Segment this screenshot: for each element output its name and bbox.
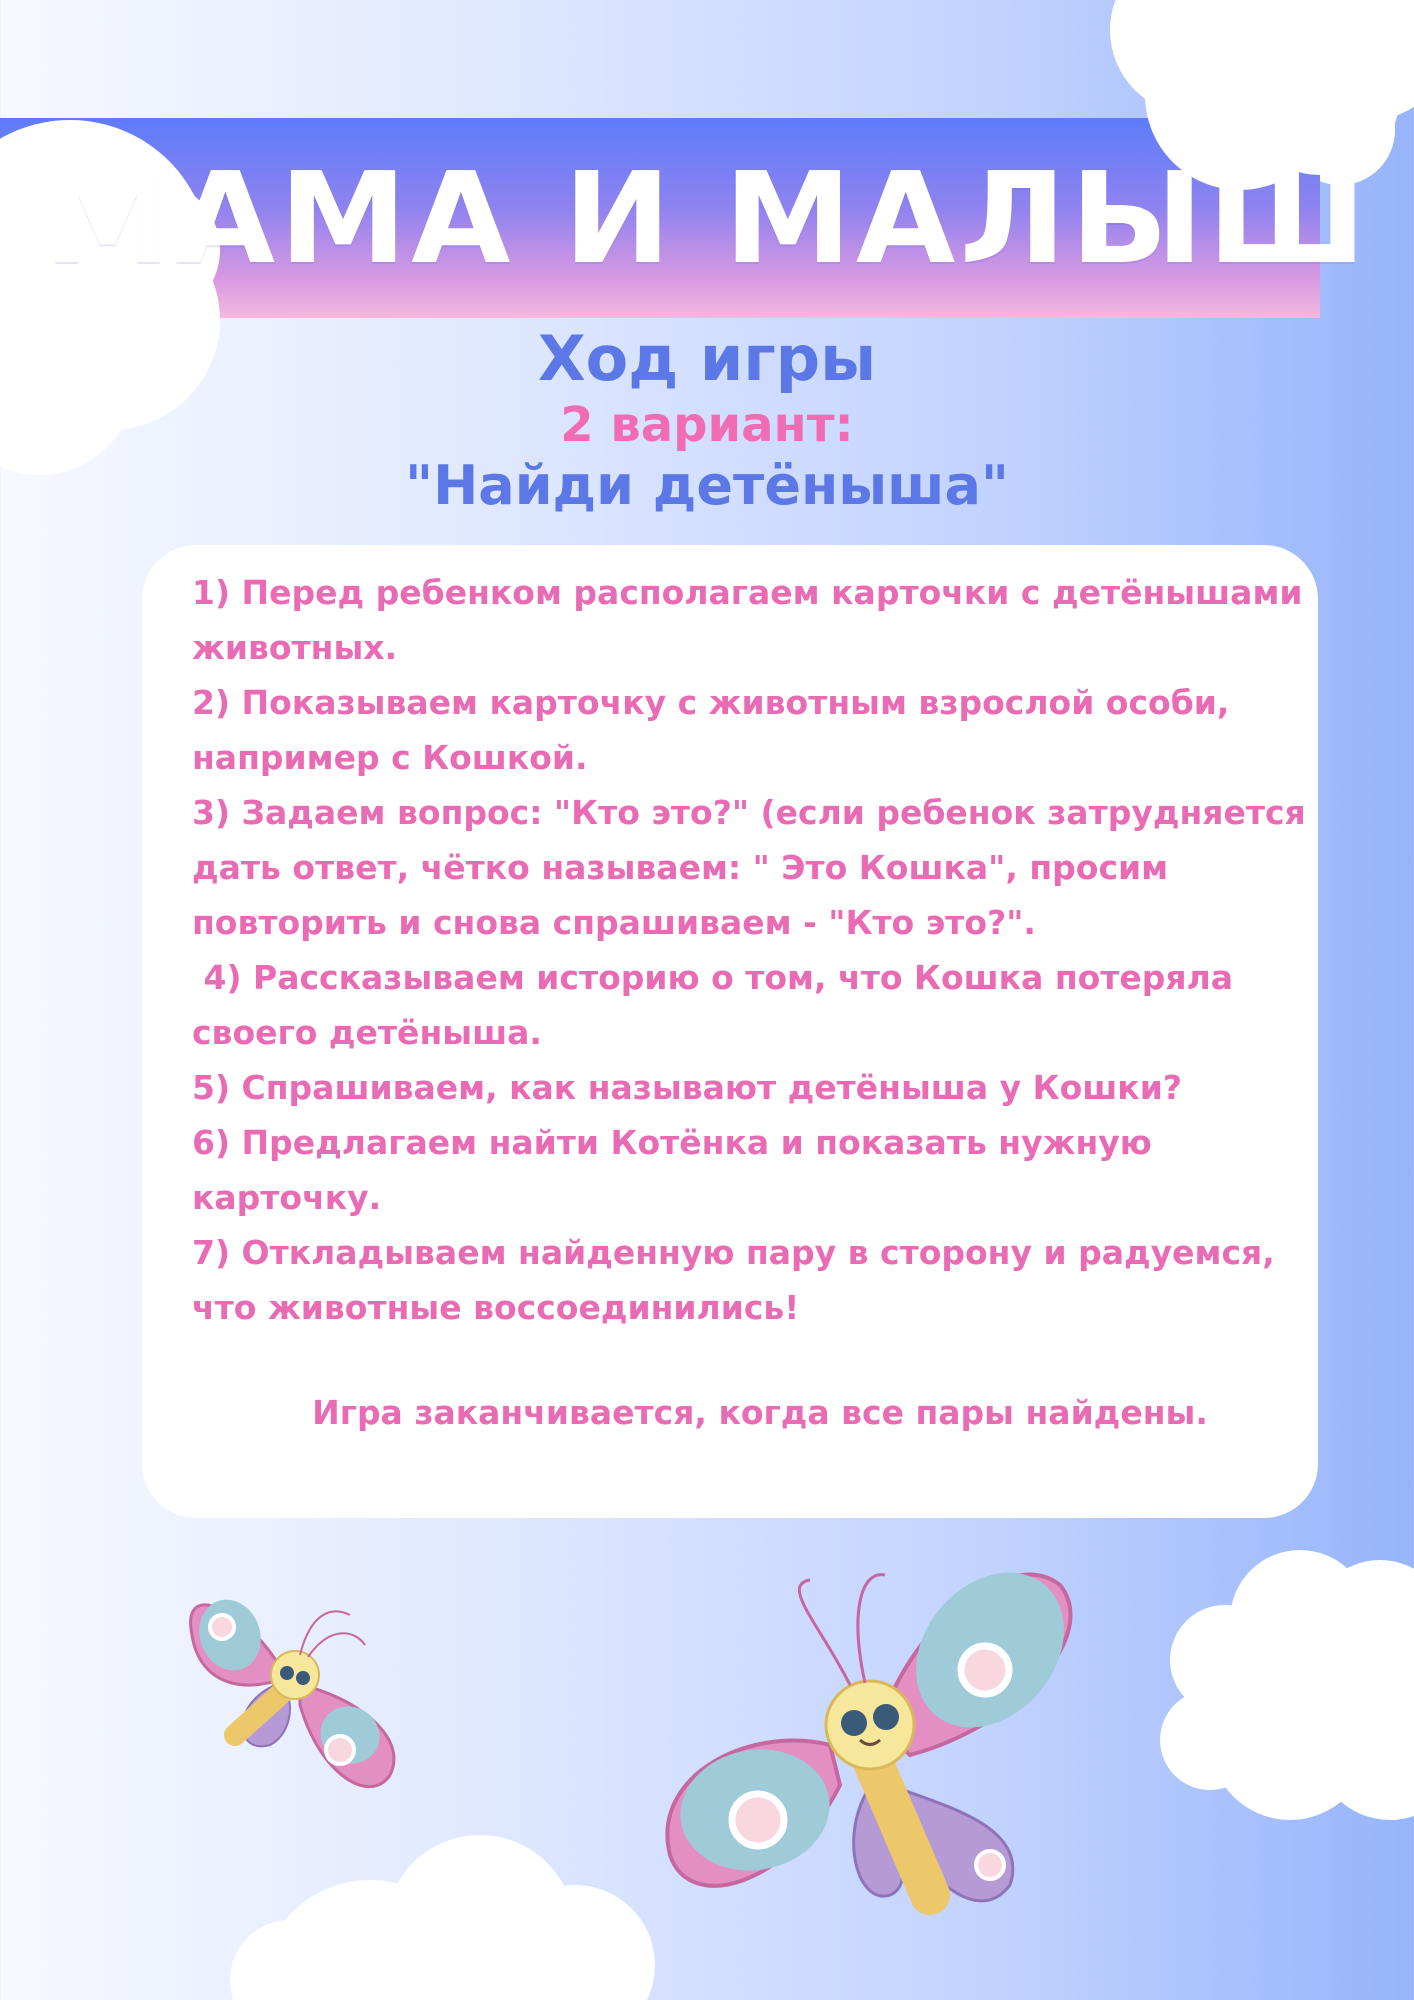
step-item: 3) Задаем вопрос: "Кто это?" (если ребенок затрудняется дать ответ, чётко называем: " Это Кошка", просим повторить и снова спрашиваем - "Кто это?". xyxy=(192,793,1318,942)
step-item: 7) Откладываем найденную пару в сторону и радуемся, что животные воссоединились! xyxy=(192,1233,1287,1327)
butterfly-icon xyxy=(667,1543,1094,1901)
step-item: 6) Предлагаем найти Котёнка и показать нужную карточку. xyxy=(192,1123,1164,1217)
step-item: 1) Перед ребенком располагаем карточки с детёнышами животных. xyxy=(192,573,1315,667)
variant-label: 2 вариант: xyxy=(560,397,854,453)
butterfly-icon xyxy=(189,1591,393,1787)
closing-text: Игра заканчивается, когда все пары найдены. xyxy=(312,1393,1208,1432)
step-item: 2) Показываем карточку с животным взрослой особи, например с Кошкой. xyxy=(192,683,1241,777)
page-title: МАМА И МАЛЫШ xyxy=(43,144,1371,292)
step-item: 4) Рассказываем историю о том, что Кошка потеряла своего детёныша. xyxy=(192,958,1245,1052)
game-name: "Найди детёныша" xyxy=(404,454,1010,517)
section-title: Ход игры xyxy=(537,322,877,395)
step-item: 5) Спрашиваем, как называют детёныша у Кошки? xyxy=(192,1068,1182,1107)
